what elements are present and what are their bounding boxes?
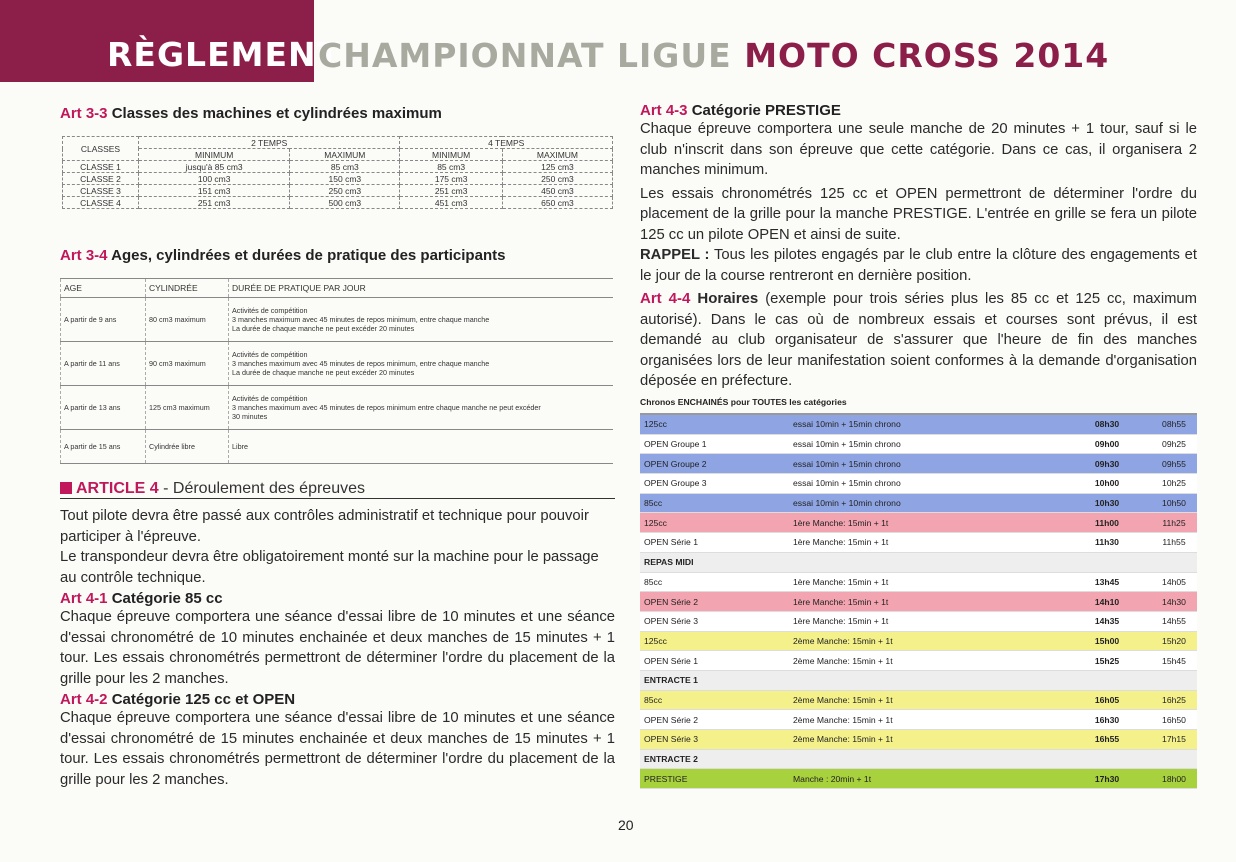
schedule-header-part: Chronos xyxy=(640,397,678,407)
schedule-start-time: 14h10 xyxy=(1063,592,1147,612)
banner-championnat xyxy=(318,36,1109,75)
table-cell: 85 cm3 xyxy=(400,161,503,173)
table-row xyxy=(63,161,613,173)
art44-para xyxy=(640,289,1197,392)
schedule-start-time: 17h30 xyxy=(1063,769,1147,789)
table-row xyxy=(63,185,613,197)
min-header: MINIMUM xyxy=(400,149,503,161)
cyl-cell: 125 cm3 maximum xyxy=(146,386,229,430)
schedule-start-time: 11h00 xyxy=(1063,513,1147,533)
table-cell: 650 cm3 xyxy=(502,197,612,209)
table-cell: 251 cm3 xyxy=(139,197,290,209)
schedule-category: ENTRACTE 2 xyxy=(640,749,789,769)
art44-text: (exemple pour trois séries plus les 85 cc et 125 cc, maximum autorisé). Dans le cas où de nombreux essais et courses sont prévus, il est demandé au club organisateur de s'assurer que l'heure de fin des manches organisées lors de leur manifestation soient conformes à la demande d'organisation déposée en préfecture. xyxy=(640,291,1197,389)
schedule-start-time xyxy=(1063,670,1147,690)
article4-body xyxy=(60,506,615,790)
schedule-description: Manche : 20min + 1t xyxy=(789,769,1063,789)
article4-title: - Déroulement des épreuves xyxy=(158,480,365,497)
schedule-category: 85cc xyxy=(640,690,789,710)
table-cell: CLASSE 4 xyxy=(63,197,139,209)
schedule-description: essai 10min + 10min chrono xyxy=(789,493,1063,513)
schedule-row xyxy=(640,572,1197,592)
table-cell: CLASSE 3 xyxy=(63,185,139,197)
art44-heading xyxy=(640,290,758,307)
schedule-category: 125cc xyxy=(640,513,789,533)
duration-line: 3 manches maximum avec 45 minutes de repos minimum, entre chaque manche xyxy=(232,359,490,368)
art42-title: Catégorie 125 cc et OPEN xyxy=(111,691,296,708)
schedule-start-time: 13h45 xyxy=(1063,572,1147,592)
schedule-header-part: pour xyxy=(728,397,753,407)
age-cell: A partir de 11 ans xyxy=(61,342,146,386)
article4-heading xyxy=(60,480,615,499)
schedule-end-time: 10h50 xyxy=(1147,493,1197,513)
schedule-description: essai 10min + 15min chrono xyxy=(789,474,1063,494)
schedule-row xyxy=(640,592,1197,612)
schedule-start-time: 16h55 xyxy=(1063,730,1147,750)
schedule-description: 2ème Manche: 15min + 1t xyxy=(789,730,1063,750)
rappel-para xyxy=(640,245,1197,286)
schedule-end-time xyxy=(1147,552,1197,572)
schedule-category: OPEN Série 1 xyxy=(640,651,789,671)
schedule-row xyxy=(640,651,1197,671)
schedule-category: 125cc xyxy=(640,415,789,434)
schedule-description: 1ère Manche: 15min + 1t xyxy=(789,572,1063,592)
schedule-end-time: 14h05 xyxy=(1147,572,1197,592)
table-row xyxy=(61,342,614,386)
table-cell: 150 cm3 xyxy=(290,173,400,185)
schedule-description: 2ème Manche: 15min + 1t xyxy=(789,690,1063,710)
duration-line: 3 manches maximum avec 45 minutes de repos minimum entre chaque manche ne peut excéder xyxy=(232,403,541,412)
art33-num: Art 3-3 xyxy=(60,105,108,122)
art42-heading xyxy=(60,691,615,708)
schedule-description xyxy=(789,670,1063,690)
article4-para2: Le transpondeur devra être obligatoirement monté sur la machine pour le passage au contrôle technique. xyxy=(60,549,599,586)
schedule-end-time: 10h25 xyxy=(1147,474,1197,494)
duration-line: 3 manches maximum avec 45 minutes de repos minimum, entre chaque manche xyxy=(232,315,490,324)
schedule-category: OPEN Série 3 xyxy=(640,730,789,750)
schedule-category: OPEN Série 2 xyxy=(640,592,789,612)
schedule-end-time xyxy=(1147,749,1197,769)
schedule-description: 2ème Manche: 15min + 1t xyxy=(789,651,1063,671)
table-row xyxy=(61,430,614,464)
duration-cell: Libre xyxy=(229,430,614,464)
schedule-start-time: 14h35 xyxy=(1063,611,1147,631)
art43-num: Art 4-3 xyxy=(640,102,688,119)
rappel-text: Tous les pilotes engagés par le club entre la clôture des engagements et le jour de la course rentreront en dernière position. xyxy=(640,247,1198,284)
schedule-start-time: 15h00 xyxy=(1063,631,1147,651)
schedule-end-time: 11h25 xyxy=(1147,513,1197,533)
duration-cell xyxy=(229,298,614,342)
schedule-end-time: 18h00 xyxy=(1147,769,1197,789)
schedule-category: OPEN Groupe 1 xyxy=(640,434,789,454)
table-cell: CLASSE 1 xyxy=(63,161,139,173)
art43-text2: Les essais chronométrés 125 cc et OPEN permettront de déterminer l'ordre du placement de la grille pour la manche PRESTIGE. L'entrée en grille se fera un pilote 125 cc un pilote OPEN et ainsi de suite. xyxy=(640,185,1197,243)
table-cell: 500 cm3 xyxy=(290,197,400,209)
schedule-header xyxy=(640,397,1197,415)
page-number: 20 xyxy=(618,817,634,833)
schedule-category: PRESTIGE xyxy=(640,769,789,789)
art44-title: Horaires xyxy=(697,290,759,307)
art34-heading xyxy=(60,246,505,266)
schedule-description: 2ème Manche: 15min + 1t xyxy=(789,710,1063,730)
schedule-start-time: 10h00 xyxy=(1063,474,1147,494)
schedule-row xyxy=(640,533,1197,553)
schedule-description: 1ère Manche: 15min + 1t xyxy=(789,592,1063,612)
page-banner xyxy=(0,0,1236,90)
article4-para1: Tout pilote devra être passé aux contrôles administratif et technique pour pouvoir participer à l'épreuve. xyxy=(60,508,589,545)
schedule-category: OPEN Groupe 2 xyxy=(640,454,789,474)
schedule-category: ENTRACTE 1 xyxy=(640,670,789,690)
table-row xyxy=(61,298,614,342)
table-cell: 450 cm3 xyxy=(502,185,612,197)
schedule-description: essai 10min + 15min chrono xyxy=(789,415,1063,434)
schedule-row xyxy=(640,670,1197,690)
duration-header: DURÉE DE PRATIQUE PAR JOUR xyxy=(229,279,614,298)
schedule-row xyxy=(640,454,1197,474)
art41-text: Chaque épreuve comportera une séance d'essai libre de 10 minutes et une séance d'essai chronométré de 10 minutes enchainée et deux manches de 15 minutes + 1 tour. Les essais chronométrés permettront de déterminer l'ordre du placement de la grille pour les 2 manches. xyxy=(60,609,615,687)
schedule-row xyxy=(640,474,1197,494)
duration-cell xyxy=(229,342,614,386)
table-cell: 250 cm3 xyxy=(502,173,612,185)
age-cell: A partir de 9 ans xyxy=(61,298,146,342)
schedule-end-time: 08h55 xyxy=(1147,415,1197,434)
duration-line: La durée de chaque manche ne peut excéder 20 minutes xyxy=(232,368,415,377)
schedule-row xyxy=(640,513,1197,533)
schedule-description: 1ère Manche: 15min + 1t xyxy=(789,611,1063,631)
schedule-description: 1ère Manche: 15min + 1t xyxy=(789,533,1063,553)
duration-line: Activités de compétition xyxy=(232,350,308,359)
schedule-row xyxy=(640,552,1197,572)
schedule-description: 1ère Manche: 15min + 1t xyxy=(789,513,1063,533)
schedule-start-time xyxy=(1063,749,1147,769)
schedule-start-time: 11h30 xyxy=(1063,533,1147,553)
banner-championnat-text: CHAMPIONNAT LIGUE xyxy=(318,36,732,75)
rappel-label: RAPPEL : xyxy=(640,247,710,263)
table-cell: 100 cm3 xyxy=(139,173,290,185)
schedule-grid xyxy=(640,415,1197,789)
art43-text1: Chaque épreuve comportera une seule manche de 20 minutes + 1 tour, sauf si le club n'inscrit dans son épreuve que cette catégorie. Dans ce cas, il organisera 2 manches minimum. xyxy=(640,121,1197,178)
schedule-row xyxy=(640,415,1197,434)
schedule-header-part: les catégories xyxy=(786,397,847,407)
table-cell: 250 cm3 xyxy=(290,185,400,197)
schedule-header-part: ENCHAINÉS xyxy=(677,397,729,407)
schedule-category: OPEN Série 1 xyxy=(640,533,789,553)
schedule-row xyxy=(640,730,1197,750)
schedule-end-time: 09h55 xyxy=(1147,454,1197,474)
classes-header: CLASSES xyxy=(63,137,139,161)
schedule-row xyxy=(640,493,1197,513)
schedule-category: 125cc xyxy=(640,631,789,651)
art42-text: Chaque épreuve comportera une séance d'essai libre de 10 minutes et une séance d'essai chronométré de 15 minutes enchainée et deux manches de 15 minutes + 1 tour. Les essais chronométrés permettront de déterminer l'ordre du placement de la grille pour les 2 manches. xyxy=(60,710,615,788)
schedule-row xyxy=(640,710,1197,730)
age-header: AGE xyxy=(61,279,146,298)
schedule-end-time: 14h55 xyxy=(1147,611,1197,631)
duration-line: 30 minutes xyxy=(232,412,268,421)
schedule-end-time: 15h20 xyxy=(1147,631,1197,651)
table-cell: 451 cm3 xyxy=(400,197,503,209)
art33-title: Classes des machines et cylindrées maximum xyxy=(111,105,442,122)
schedule-start-time: 09h00 xyxy=(1063,434,1147,454)
schedule-row xyxy=(640,690,1197,710)
art42-num: Art 4-2 xyxy=(60,691,108,708)
schedule-category: OPEN Série 2 xyxy=(640,710,789,730)
schedule-end-time: 16h50 xyxy=(1147,710,1197,730)
schedule-description: 2ème Manche: 15min + 1t xyxy=(789,631,1063,651)
schedule-description xyxy=(789,749,1063,769)
schedule-category: OPEN Série 3 xyxy=(640,611,789,631)
duration-line: La durée de chaque manche ne peut excéder 20 minutes xyxy=(232,324,415,333)
schedule-row xyxy=(640,611,1197,631)
table-row xyxy=(61,386,614,430)
age-cell: A partir de 13 ans xyxy=(61,386,146,430)
max-header: MAXIMUM xyxy=(502,149,612,161)
table-cell: CLASSE 2 xyxy=(63,173,139,185)
art44-num: Art 4-4 xyxy=(640,290,691,307)
table-row xyxy=(63,173,613,185)
classes-table xyxy=(62,136,613,209)
schedule-category: 85cc xyxy=(640,493,789,513)
max-header: MAXIMUM xyxy=(290,149,400,161)
banner-moto-text: MOTO CROSS 2014 xyxy=(744,36,1110,75)
table-cell: 85 cm3 xyxy=(290,161,400,173)
schedule-description: essai 10min + 15min chrono xyxy=(789,434,1063,454)
two-stroke-header: 2 TEMPS xyxy=(139,137,400,149)
schedule-description: essai 10min + 15min chrono xyxy=(789,454,1063,474)
right-column xyxy=(640,102,1197,392)
art34-num: Art 3-4 xyxy=(60,247,108,264)
cyl-cell: Cylindrée libre xyxy=(146,430,229,464)
schedule-row xyxy=(640,769,1197,789)
schedule-end-time: 14h30 xyxy=(1147,592,1197,612)
schedule-end-time: 15h45 xyxy=(1147,651,1197,671)
schedule-row xyxy=(640,749,1197,769)
duration-line: Activités de compétition xyxy=(232,306,308,315)
schedule-table xyxy=(640,397,1197,789)
banner-reglement: RÈGLEMENT xyxy=(107,35,341,74)
duration-cell xyxy=(229,386,614,430)
schedule-description xyxy=(789,552,1063,572)
schedule-start-time: 10h30 xyxy=(1063,493,1147,513)
schedule-category: REPAS MIDI xyxy=(640,552,789,572)
art34-title: Ages, cylindrées et durées de pratique des participants xyxy=(111,247,506,264)
table-cell: 175 cm3 xyxy=(400,173,503,185)
art43-title: Catégorie PRESTIGE xyxy=(691,102,841,119)
table-row xyxy=(63,197,613,209)
table-cell: 151 cm3 xyxy=(139,185,290,197)
cyl-cell: 80 cm3 maximum xyxy=(146,298,229,342)
duration-line: Activités de compétition xyxy=(232,394,308,403)
schedule-start-time: 16h30 xyxy=(1063,710,1147,730)
min-header: MINIMUM xyxy=(139,149,290,161)
table-cell: jusqu'à 85 cm3 xyxy=(139,161,290,173)
table-cell: 125 cm3 xyxy=(502,161,612,173)
schedule-category: OPEN Groupe 3 xyxy=(640,474,789,494)
schedule-row xyxy=(640,631,1197,651)
art33-heading xyxy=(60,104,442,124)
schedule-row xyxy=(640,434,1197,454)
schedule-start-time: 08h30 xyxy=(1063,415,1147,434)
art41-num: Art 4-1 xyxy=(60,590,108,607)
schedule-start-time: 16h05 xyxy=(1063,690,1147,710)
art41-title: Catégorie 85 cc xyxy=(111,590,223,607)
article4-square-icon xyxy=(60,482,72,494)
age-cell: A partir de 15 ans xyxy=(61,430,146,464)
table-cell: 251 cm3 xyxy=(400,185,503,197)
schedule-end-time: 09h25 xyxy=(1147,434,1197,454)
schedule-start-time: 15h25 xyxy=(1063,651,1147,671)
art41-heading xyxy=(60,590,615,607)
schedule-category: 85cc xyxy=(640,572,789,592)
schedule-start-time: 09h30 xyxy=(1063,454,1147,474)
article4-label: ARTICLE 4 xyxy=(76,480,159,497)
schedule-header-part: TOUTES xyxy=(752,397,787,407)
art43-heading xyxy=(640,102,1197,119)
ages-table xyxy=(60,278,613,464)
schedule-end-time: 16h25 xyxy=(1147,690,1197,710)
schedule-end-time: 11h55 xyxy=(1147,533,1197,553)
schedule-start-time xyxy=(1063,552,1147,572)
four-stroke-header: 4 TEMPS xyxy=(400,137,613,149)
schedule-end-time xyxy=(1147,670,1197,690)
cyl-cell: 90 cm3 maximum xyxy=(146,342,229,386)
schedule-end-time: 17h15 xyxy=(1147,730,1197,750)
cyl-header: CYLINDRÉE xyxy=(146,279,229,298)
